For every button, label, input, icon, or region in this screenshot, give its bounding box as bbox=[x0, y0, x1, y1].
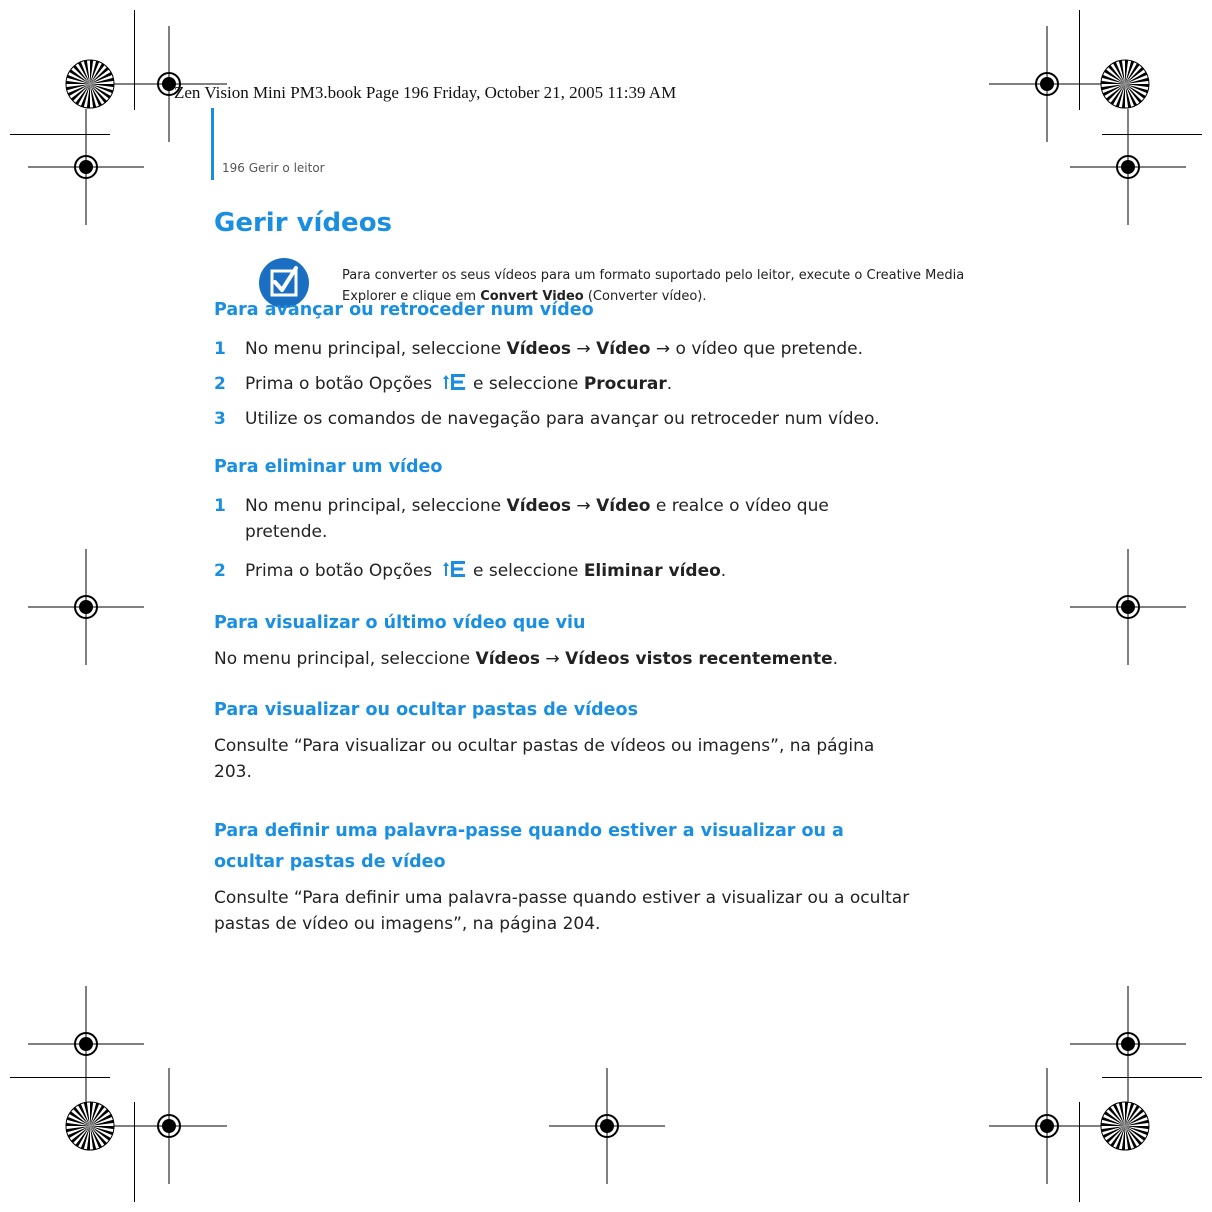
heading-password-line1: Para definir uma palavra-passe quando estiver a visualizar ou a bbox=[214, 821, 844, 841]
page-title: Gerir vídeos bbox=[214, 208, 393, 238]
running-head-bar bbox=[211, 108, 214, 180]
heading-recent: Para visualizar o último vídeo que viu bbox=[214, 613, 586, 633]
options-button-icon bbox=[440, 560, 466, 578]
registration-mark-icon bbox=[1070, 549, 1186, 665]
recent-text: No menu principal, seleccione Vídeos → Vídeos vistos recentemente. bbox=[214, 649, 839, 669]
note-text: Para converter os seus vídeos para um formato suportado pelo leitor, execute o Creative Media Explorer e clique em Convert Video (Converter vídeo). bbox=[342, 268, 965, 304]
heading-folders: Para visualizar ou ocultar pastas de vídeos bbox=[214, 700, 638, 720]
heading-seek: Para avançar ou retroceder num vídeo bbox=[214, 300, 594, 320]
starburst-target-icon bbox=[66, 60, 114, 108]
starburst-target-icon bbox=[66, 1102, 114, 1150]
note-bold: Convert Video bbox=[480, 289, 584, 304]
step-seek-2: 2 Prima o botão Opções e seleccione Procurar. bbox=[214, 374, 673, 394]
running-head: 196 Gerir o leitor bbox=[222, 161, 325, 175]
step-seek-1: 1 No menu principal, seleccione Vídeos → Vídeo → o vídeo que pretende. bbox=[214, 339, 864, 359]
step-delete-1: 1 No menu principal, seleccione Vídeos → Vídeo e realce o vídeo que pretende. bbox=[214, 496, 829, 542]
book-header-line: Zen Vision Mini PM3.book Page 196 Friday, October 21, 2005 11:39 AM bbox=[174, 83, 677, 102]
folders-text: Consulte “Para visualizar ou ocultar pastas de vídeos ou imagens”, na página 203. bbox=[214, 736, 875, 782]
registration-mark-icon bbox=[989, 26, 1105, 142]
registration-mark-icon bbox=[1070, 109, 1186, 225]
step-delete-2: 2 Prima o botão Opções e seleccione Eliminar vídeo. bbox=[214, 561, 727, 581]
starburst-target-icon bbox=[1101, 60, 1149, 108]
registration-mark-icon bbox=[28, 986, 144, 1102]
starburst-target-icon bbox=[1101, 1102, 1149, 1150]
registration-mark-icon bbox=[549, 1068, 665, 1184]
password-text: Consulte “Para definir uma palavra-passe quando estiver a visualizar ou a ocultar pastas de vídeo ou imagens”, na página 204. bbox=[214, 888, 910, 934]
registration-mark-icon bbox=[28, 549, 144, 665]
options-button-icon bbox=[440, 373, 466, 391]
heading-password-line2: ocultar pastas de vídeo bbox=[214, 852, 446, 872]
step-seek-3: 3 Utilize os comandos de navegação para avançar ou retroceder num vídeo. bbox=[214, 409, 880, 429]
registration-mark-icon bbox=[989, 1068, 1105, 1184]
registration-mark-icon bbox=[1070, 986, 1186, 1102]
heading-delete: Para eliminar um vídeo bbox=[214, 457, 443, 477]
registration-mark-icon bbox=[111, 1068, 227, 1184]
registration-mark-icon bbox=[28, 109, 144, 225]
